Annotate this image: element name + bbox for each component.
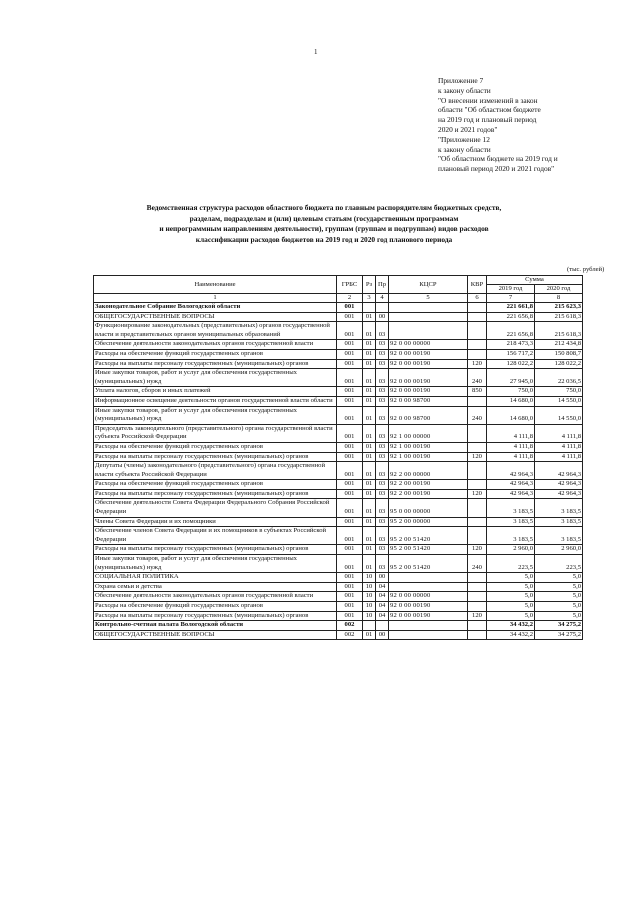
row-pr: 03 xyxy=(376,322,389,340)
row-pr: 03 xyxy=(376,340,389,350)
row-kcsr: 95 2 00 51420 xyxy=(389,545,468,555)
document-title xyxy=(95,203,553,245)
row-pr: 03 xyxy=(376,359,389,369)
row-name: Информационное освещение деятельности органов государственной власти области xyxy=(94,396,337,406)
row-kcsr: 92 0 00 00000 xyxy=(389,340,468,350)
row-amount-2020: 4 111,8 xyxy=(535,424,583,442)
table-row xyxy=(94,349,583,359)
table-row xyxy=(94,406,583,424)
budget-table-body xyxy=(94,303,583,640)
row-pr: 00 xyxy=(376,312,389,322)
row-grbs: 002 xyxy=(337,621,363,631)
row-kcsr: 92 0 00 98700 xyxy=(389,396,468,406)
row-amount-2020: 14 550,0 xyxy=(535,406,583,424)
row-kvr: 120 xyxy=(468,452,487,462)
row-pr: 03 xyxy=(376,424,389,442)
row-grbs: 001 xyxy=(337,406,363,424)
row-name: ОБЩЕГОСУДАРСТВЕННЫЕ ВОПРОСЫ xyxy=(94,630,337,640)
row-amount-2019: 221 661,8 xyxy=(487,303,535,313)
table-row xyxy=(94,424,583,442)
table-row xyxy=(94,387,583,397)
budget-table xyxy=(93,275,583,640)
row-kcsr: 92 0 00 00000 xyxy=(389,592,468,602)
table-row xyxy=(94,592,583,602)
appendix-note xyxy=(438,76,618,174)
header-grbs: ГРБС xyxy=(337,276,363,294)
table-row xyxy=(94,545,583,555)
row-kcsr: 92 2 00 00190 xyxy=(389,480,468,490)
row-amount-2020: 3 183,5 xyxy=(535,517,583,527)
row-rz: 01 xyxy=(363,406,376,424)
row-kcsr: 92 2 00 00000 xyxy=(389,462,468,480)
row-name: Члены Совета Федерации и их помощники xyxy=(94,517,337,527)
row-rz xyxy=(363,303,376,313)
row-amount-2020: 3 183,5 xyxy=(535,499,583,517)
row-kcsr xyxy=(389,573,468,583)
row-kcsr: 92 0 00 00190 xyxy=(389,349,468,359)
row-amount-2019: 4 111,8 xyxy=(487,424,535,442)
row-amount-2020: 5,0 xyxy=(535,611,583,621)
row-kvr xyxy=(468,396,487,406)
table-row xyxy=(94,611,583,621)
row-amount-2019: 223,5 xyxy=(487,555,535,573)
row-name: Иные закупки товаров, работ и услуг для обеспечения государственных (муниципальных) нужд xyxy=(94,555,337,573)
row-name: Законодательное Собрание Вологодской области xyxy=(94,303,337,313)
row-name: Обеспечение деятельности законодательных органов государственной власти xyxy=(94,340,337,350)
header-kcsr: КЦСР xyxy=(389,276,468,294)
table-row xyxy=(94,630,583,640)
row-kvr xyxy=(468,527,487,545)
row-rz: 01 xyxy=(363,312,376,322)
row-grbs: 001 xyxy=(337,462,363,480)
row-rz: 01 xyxy=(363,322,376,340)
row-rz: 01 xyxy=(363,442,376,452)
row-name: Контрольно-счетная палата Вологодской области xyxy=(94,621,337,631)
header-pr: Пр xyxy=(376,276,389,294)
row-kvr xyxy=(468,303,487,313)
row-grbs: 001 xyxy=(337,387,363,397)
table-row xyxy=(94,303,583,313)
header-rz: Рз xyxy=(363,276,376,294)
row-amount-2019: 27 945,0 xyxy=(487,369,535,387)
header-kvr: КВР xyxy=(468,276,487,294)
table-row xyxy=(94,340,583,350)
table-row xyxy=(94,369,583,387)
row-kvr xyxy=(468,322,487,340)
row-kcsr: 92 1 00 00190 xyxy=(389,452,468,462)
appendix-line: "О внесении изменений в закон xyxy=(438,95,538,105)
row-rz: 01 xyxy=(363,462,376,480)
row-kcsr: 92 1 00 00000 xyxy=(389,424,468,442)
table-row xyxy=(94,517,583,527)
column-number: 6 xyxy=(468,294,487,303)
row-pr xyxy=(376,303,389,313)
row-grbs: 001 xyxy=(337,592,363,602)
row-kvr xyxy=(468,592,487,602)
row-amount-2020: 215 618,3 xyxy=(535,322,583,340)
row-kcsr xyxy=(389,621,468,631)
row-kvr xyxy=(468,424,487,442)
row-amount-2019: 34 432,2 xyxy=(487,630,535,640)
row-grbs: 001 xyxy=(337,359,363,369)
row-kcsr xyxy=(389,303,468,313)
row-rz: 01 xyxy=(363,480,376,490)
row-amount-2019: 14 680,0 xyxy=(487,396,535,406)
table-row xyxy=(94,442,583,452)
row-name: Функционирование законодательных (представительных) органов государственной власти и представительных органов муниципальных образований xyxy=(94,322,337,340)
title-line: разделам, подразделам и (или) целевым статьям (государственным программам xyxy=(189,213,459,223)
row-amount-2019: 42 964,3 xyxy=(487,462,535,480)
row-amount-2019: 5,0 xyxy=(487,592,535,602)
row-pr: 04 xyxy=(376,611,389,621)
row-grbs: 001 xyxy=(337,602,363,612)
row-pr: 03 xyxy=(376,480,389,490)
row-rz: 10 xyxy=(363,602,376,612)
row-rz: 10 xyxy=(363,573,376,583)
row-grbs: 001 xyxy=(337,303,363,313)
row-amount-2020: 5,0 xyxy=(535,602,583,612)
row-amount-2019: 42 964,3 xyxy=(487,480,535,490)
row-kcsr xyxy=(389,322,468,340)
row-grbs: 001 xyxy=(337,424,363,442)
row-pr: 03 xyxy=(376,349,389,359)
appendix-line: на 2019 год и плановый период xyxy=(438,115,537,125)
column-number-row xyxy=(94,294,583,303)
row-pr: 03 xyxy=(376,442,389,452)
row-rz: 01 xyxy=(363,555,376,573)
header-sum: Сумма xyxy=(487,276,583,285)
row-name: Расходы на обеспечение функций государственных органов xyxy=(94,602,337,612)
row-grbs: 001 xyxy=(337,349,363,359)
row-grbs: 002 xyxy=(337,630,363,640)
table-row xyxy=(94,396,583,406)
table-row xyxy=(94,359,583,369)
row-name: Председатель законодательного (представительного) органа государственной власти субъекта Российской Федерации xyxy=(94,424,337,442)
row-amount-2020: 34 275,2 xyxy=(535,630,583,640)
row-name: Уплата налогов, сборов и иных платежей xyxy=(94,387,337,397)
row-kvr xyxy=(468,340,487,350)
row-amount-2020: 5,0 xyxy=(535,573,583,583)
row-amount-2020: 223,5 xyxy=(535,555,583,573)
row-name: Расходы на выплаты персоналу государственных (муниципальных) органов xyxy=(94,359,337,369)
row-pr: 03 xyxy=(376,406,389,424)
row-amount-2019: 218 473,3 xyxy=(487,340,535,350)
header-name: Наименование xyxy=(94,276,337,294)
row-amount-2020: 34 275,2 xyxy=(535,621,583,631)
row-pr: 00 xyxy=(376,573,389,583)
row-name: Обеспечение членов Совета Федерации и их помощников в субъектах Российской Федерации xyxy=(94,527,337,545)
title-line: и непрограммным направлениям деятельности), группам (группам и подгруппам) видов расходов xyxy=(159,224,489,233)
row-name: Обеспечение деятельности Совета Федерации Федерального Собрания Российской Федерации xyxy=(94,499,337,517)
row-kvr xyxy=(468,621,487,631)
row-kvr: 850 xyxy=(468,387,487,397)
row-pr: 03 xyxy=(376,545,389,555)
appendix-line: Приложение 7 xyxy=(438,76,484,85)
row-amount-2020: 4 111,8 xyxy=(535,452,583,462)
title-line: классификации расходов бюджетов на 2019 год и 2020 год планового периода xyxy=(195,234,453,244)
row-amount-2020: 5,0 xyxy=(535,592,583,602)
table-row xyxy=(94,582,583,592)
row-grbs: 001 xyxy=(337,452,363,462)
row-kvr xyxy=(468,499,487,517)
row-amount-2020: 3 183,5 xyxy=(535,527,583,545)
appendix-line: области "Об областном бюджете xyxy=(438,105,541,115)
row-name: Расходы на обеспечение функций государственных органов xyxy=(94,480,337,490)
row-kvr: 240 xyxy=(468,369,487,387)
row-pr: 03 xyxy=(376,489,389,499)
row-amount-2020: 42 964,3 xyxy=(535,462,583,480)
column-number: 1 xyxy=(94,294,337,303)
row-amount-2019: 5,0 xyxy=(487,602,535,612)
row-rz: 01 xyxy=(363,489,376,499)
row-rz: 01 xyxy=(363,517,376,527)
row-pr: 03 xyxy=(376,369,389,387)
row-kvr xyxy=(468,573,487,583)
row-rz: 01 xyxy=(363,424,376,442)
row-rz: 01 xyxy=(363,349,376,359)
row-rz: 10 xyxy=(363,592,376,602)
row-pr: 04 xyxy=(376,582,389,592)
row-kcsr: 95 2 00 00000 xyxy=(389,517,468,527)
row-amount-2019: 4 111,8 xyxy=(487,442,535,452)
appendix-line: к закону области xyxy=(438,85,491,95)
row-kvr xyxy=(468,312,487,322)
row-name: Иные закупки товаров, работ и услуг для обеспечения государственных (муниципальных) нужд xyxy=(94,406,337,424)
row-amount-2019: 750,0 xyxy=(487,387,535,397)
row-name: СОЦИАЛЬНАЯ ПОЛИТИКА xyxy=(94,573,337,583)
appendix-line: к закону области xyxy=(438,144,491,154)
row-pr: 03 xyxy=(376,517,389,527)
row-grbs: 001 xyxy=(337,489,363,499)
row-rz: 01 xyxy=(363,369,376,387)
row-rz: 01 xyxy=(363,630,376,640)
row-name: ОБЩЕГОСУДАРСТВЕННЫЕ ВОПРОСЫ xyxy=(94,312,337,322)
title-line: Ведомственная структура расходов областного бюджета по главным распорядителям бюджетных средств, xyxy=(146,203,502,212)
column-number: 5 xyxy=(389,294,468,303)
row-rz xyxy=(363,621,376,631)
row-kcsr: 95 2 00 51420 xyxy=(389,555,468,573)
row-amount-2020: 215 623,3 xyxy=(535,303,583,313)
header-year-2019: 2019 год xyxy=(487,285,535,294)
row-rz: 01 xyxy=(363,499,376,517)
row-kvr xyxy=(468,349,487,359)
table-row xyxy=(94,312,583,322)
row-grbs: 001 xyxy=(337,582,363,592)
row-pr: 03 xyxy=(376,462,389,480)
column-number: 8 xyxy=(535,294,583,303)
row-rz: 01 xyxy=(363,359,376,369)
table-row xyxy=(94,602,583,612)
table-row xyxy=(94,489,583,499)
row-kcsr: 92 2 00 00190 xyxy=(389,489,468,499)
row-amount-2020: 14 550,0 xyxy=(535,396,583,406)
row-grbs: 001 xyxy=(337,442,363,452)
row-amount-2020: 22 036,5 xyxy=(535,369,583,387)
header-year-2020: 2020 год xyxy=(535,285,583,294)
row-pr: 03 xyxy=(376,452,389,462)
appendix-line: "Об областном бюджете на 2019 год и xyxy=(438,154,558,164)
row-kcsr: 92 0 00 98700 xyxy=(389,406,468,424)
row-kvr xyxy=(468,582,487,592)
row-grbs: 001 xyxy=(337,340,363,350)
row-rz: 01 xyxy=(363,545,376,555)
appendix-line: плановый период 2020 и 2021 годов" xyxy=(438,164,555,174)
row-amount-2019: 221 656,8 xyxy=(487,312,535,322)
row-amount-2019: 4 111,8 xyxy=(487,452,535,462)
row-kcsr xyxy=(389,582,468,592)
appendix-line: "Приложение 12 xyxy=(438,134,490,144)
row-amount-2019: 156 717,2 xyxy=(487,349,535,359)
row-kvr: 120 xyxy=(468,545,487,555)
row-amount-2019: 5,0 xyxy=(487,573,535,583)
row-grbs: 001 xyxy=(337,573,363,583)
row-grbs: 001 xyxy=(337,499,363,517)
row-kcsr: 92 0 00 00190 xyxy=(389,387,468,397)
table-row xyxy=(94,621,583,631)
row-amount-2020: 150 808,7 xyxy=(535,349,583,359)
row-amount-2019: 3 183,5 xyxy=(487,527,535,545)
table-row xyxy=(94,555,583,573)
row-amount-2019: 2 960,0 xyxy=(487,545,535,555)
row-grbs: 001 xyxy=(337,611,363,621)
table-row xyxy=(94,462,583,480)
row-kcsr xyxy=(389,630,468,640)
row-amount-2019: 5,0 xyxy=(487,611,535,621)
row-name: Расходы на выплаты персоналу государственных (муниципальных) органов xyxy=(94,611,337,621)
row-kvr: 120 xyxy=(468,489,487,499)
row-pr: 04 xyxy=(376,602,389,612)
column-number: 3 xyxy=(363,294,376,303)
row-grbs: 001 xyxy=(337,322,363,340)
row-grbs: 001 xyxy=(337,369,363,387)
row-grbs: 001 xyxy=(337,517,363,527)
units-label: (тыс. рублей) xyxy=(567,266,605,273)
row-name: Расходы на обеспечение функций государственных органов xyxy=(94,442,337,452)
row-rz: 01 xyxy=(363,340,376,350)
row-amount-2019: 3 183,5 xyxy=(487,499,535,517)
column-number: 2 xyxy=(337,294,363,303)
row-grbs: 001 xyxy=(337,555,363,573)
row-kcsr: 95 2 00 51420 xyxy=(389,527,468,545)
row-grbs: 001 xyxy=(337,480,363,490)
row-kvr xyxy=(468,462,487,480)
column-number: 4 xyxy=(376,294,389,303)
row-amount-2020: 5,0 xyxy=(535,582,583,592)
row-name: Расходы на выплаты персоналу государственных (муниципальных) органов xyxy=(94,489,337,499)
row-name: Иные закупки товаров, работ и услуг для обеспечения государственных (муниципальных) нужд xyxy=(94,369,337,387)
row-amount-2019: 128 022,2 xyxy=(487,359,535,369)
row-rz: 01 xyxy=(363,452,376,462)
row-kvr xyxy=(468,442,487,452)
row-kvr: 120 xyxy=(468,359,487,369)
row-amount-2019: 221 656,8 xyxy=(487,322,535,340)
row-rz: 01 xyxy=(363,527,376,545)
row-kvr xyxy=(468,517,487,527)
row-grbs: 001 xyxy=(337,312,363,322)
row-kcsr: 92 0 00 00190 xyxy=(389,369,468,387)
row-name: Депутаты (члены) законодательного (представительного) органа государственной власти субъекта Российской Федерации xyxy=(94,462,337,480)
row-amount-2020: 128 022,2 xyxy=(535,359,583,369)
row-name: Охрана семьи и детства xyxy=(94,582,337,592)
row-grbs: 001 xyxy=(337,396,363,406)
table-row xyxy=(94,480,583,490)
row-amount-2020: 4 111,8 xyxy=(535,442,583,452)
row-amount-2020: 42 964,3 xyxy=(535,489,583,499)
appendix-line: 2020 и 2021 годов" xyxy=(438,124,498,134)
row-kcsr: 92 0 00 00190 xyxy=(389,602,468,612)
row-kvr: 120 xyxy=(468,611,487,621)
table-row xyxy=(94,527,583,545)
row-kcsr: 95 0 00 00000 xyxy=(389,499,468,517)
row-name: Расходы на выплаты персоналу государственных (муниципальных) органов xyxy=(94,452,337,462)
row-kvr: 240 xyxy=(468,406,487,424)
row-grbs: 001 xyxy=(337,527,363,545)
row-pr: 03 xyxy=(376,499,389,517)
row-pr xyxy=(376,621,389,631)
row-rz: 01 xyxy=(363,387,376,397)
row-amount-2019: 34 432,2 xyxy=(487,621,535,631)
row-amount-2020: 215 618,3 xyxy=(535,312,583,322)
row-kvr: 240 xyxy=(468,555,487,573)
table-row xyxy=(94,573,583,583)
row-kvr xyxy=(468,480,487,490)
row-amount-2020: 750,0 xyxy=(535,387,583,397)
row-amount-2019: 5,0 xyxy=(487,582,535,592)
row-kcsr xyxy=(389,312,468,322)
row-kcsr: 92 0 00 00190 xyxy=(389,359,468,369)
row-amount-2020: 2 960,0 xyxy=(535,545,583,555)
row-pr: 03 xyxy=(376,396,389,406)
row-grbs: 001 xyxy=(337,545,363,555)
row-kvr xyxy=(468,630,487,640)
row-rz: 10 xyxy=(363,611,376,621)
row-kcsr: 92 0 00 00190 xyxy=(389,611,468,621)
row-rz: 10 xyxy=(363,582,376,592)
table-row xyxy=(94,499,583,517)
row-amount-2019: 42 964,3 xyxy=(487,489,535,499)
row-kvr xyxy=(468,602,487,612)
row-name: Обеспечение деятельности законодательных органов государственной власти xyxy=(94,592,337,602)
column-number: 7 xyxy=(487,294,535,303)
row-amount-2019: 3 183,5 xyxy=(487,517,535,527)
row-amount-2020: 42 964,3 xyxy=(535,480,583,490)
table-row xyxy=(94,322,583,340)
row-name: Расходы на обеспечение функций государственных органов xyxy=(94,349,337,359)
row-pr: 03 xyxy=(376,555,389,573)
row-pr: 03 xyxy=(376,387,389,397)
page-number: 1 xyxy=(314,48,318,56)
row-pr: 00 xyxy=(376,630,389,640)
row-rz: 01 xyxy=(363,396,376,406)
row-pr: 03 xyxy=(376,527,389,545)
table-row xyxy=(94,452,583,462)
row-amount-2020: 212 434,8 xyxy=(535,340,583,350)
row-pr: 04 xyxy=(376,592,389,602)
row-amount-2019: 14 680,0 xyxy=(487,406,535,424)
row-name: Расходы на выплаты персоналу государственных (муниципальных) органов xyxy=(94,545,337,555)
row-kcsr: 92 1 00 00190 xyxy=(389,442,468,452)
